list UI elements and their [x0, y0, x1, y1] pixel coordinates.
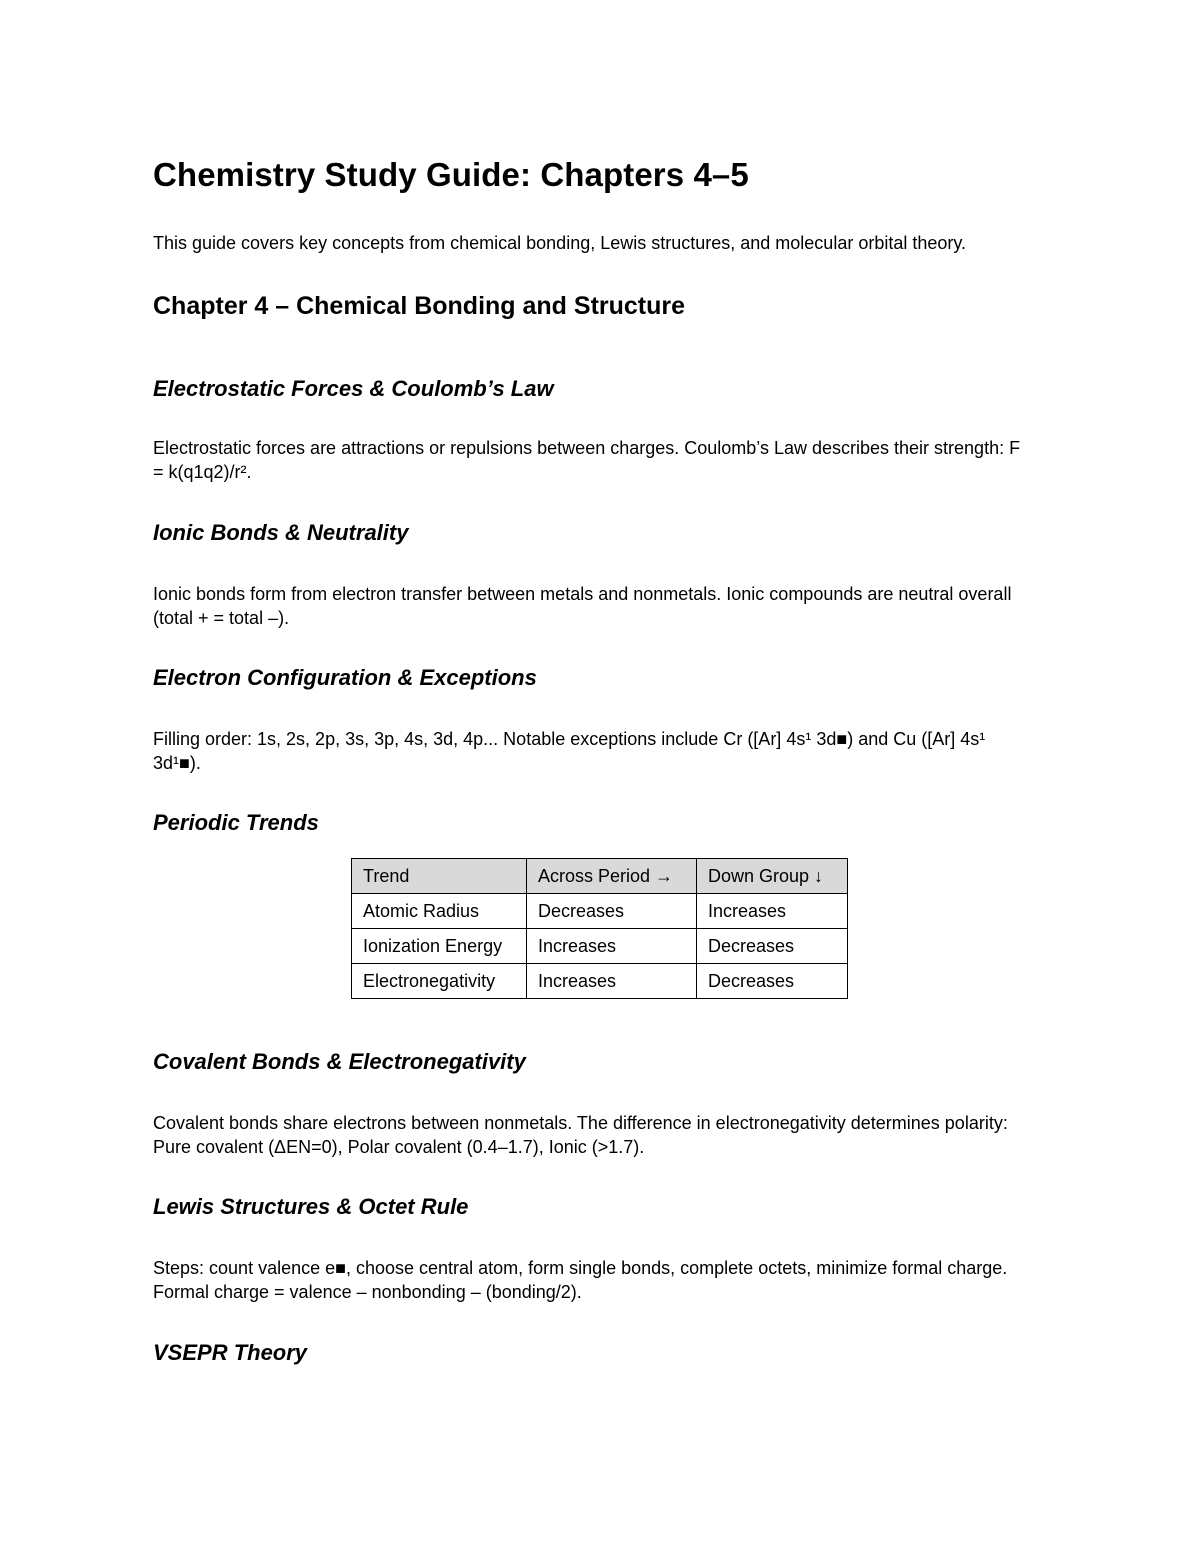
table-cell: Electronegativity — [352, 964, 527, 999]
table-header-row — [352, 859, 848, 894]
section-heading-ionic: Ionic Bonds & Neutrality — [153, 520, 409, 545]
table-header-cell: Down Group ↓ — [697, 859, 848, 894]
table-cell: Ionization Energy — [352, 929, 527, 964]
table-cell: Increases — [697, 894, 848, 929]
table-cell: Increases — [527, 929, 697, 964]
document-title: Chemistry Study Guide: Chapters 4–5 — [153, 156, 749, 193]
table-header-cell: Across Period → — [527, 859, 697, 894]
section-body-lewis: Steps: count valence e■, choose central atom, form single bonds, complete octets, minimize formal charge. Formal charge = valence – nonbonding – (bonding/2). — [153, 1258, 1008, 1302]
table-cell: Increases — [527, 964, 697, 999]
section-heading-electrostatic: Electrostatic Forces & Coulomb’s Law — [153, 376, 554, 401]
table-cell: Decreases — [697, 929, 848, 964]
section-body-electrostatic: Electrostatic forces are attractions or repulsions between charges. Coulomb’s Law describes their strength: F = k(q1q2)/r². — [153, 438, 1021, 482]
section-heading-vsepr: VSEPR Theory — [153, 1340, 308, 1365]
table-header-cell: Trend — [352, 859, 527, 894]
section-heading-electron-configuration: Electron Configuration & Exceptions — [153, 665, 537, 690]
table-row — [352, 894, 848, 929]
chapter-heading: Chapter 4 – Chemical Bonding and Structure — [153, 292, 686, 320]
table-cell: Decreases — [527, 894, 697, 929]
section-body-ionic: Ionic bonds form from electron transfer between metals and nonmetals. Ionic compounds are neutral overall (total + = total –). — [153, 584, 1012, 628]
section-heading-lewis: Lewis Structures & Octet Rule — [153, 1194, 469, 1219]
table-cell: Decreases — [697, 964, 848, 999]
table-cell: Atomic Radius — [352, 894, 527, 929]
periodic-trends-table — [351, 858, 848, 999]
table-row — [352, 929, 848, 964]
section-body-covalent: Covalent bonds share electrons between nonmetals. The difference in electronegativity determines polarity: Pure covalent (ΔEN=0), Polar covalent (0.4–1.7), Ionic (>1.7). — [153, 1113, 1008, 1157]
section-heading-periodic-trends: Periodic Trends — [153, 810, 319, 835]
section-heading-covalent: Covalent Bonds & Electronegativity — [153, 1049, 526, 1074]
section-body-electron-configuration: Filling order: 1s, 2s, 2p, 3s, 3p, 4s, 3d, 4p... Notable exceptions include Cr ([Ar] 4s¹ 3d■) and Cu ([Ar] 4s¹ 3d¹■). — [153, 729, 986, 773]
intro-paragraph: This guide covers key concepts from chemical bonding, Lewis structures, and molecular orbital theory. — [153, 233, 967, 253]
table-row — [352, 964, 848, 999]
